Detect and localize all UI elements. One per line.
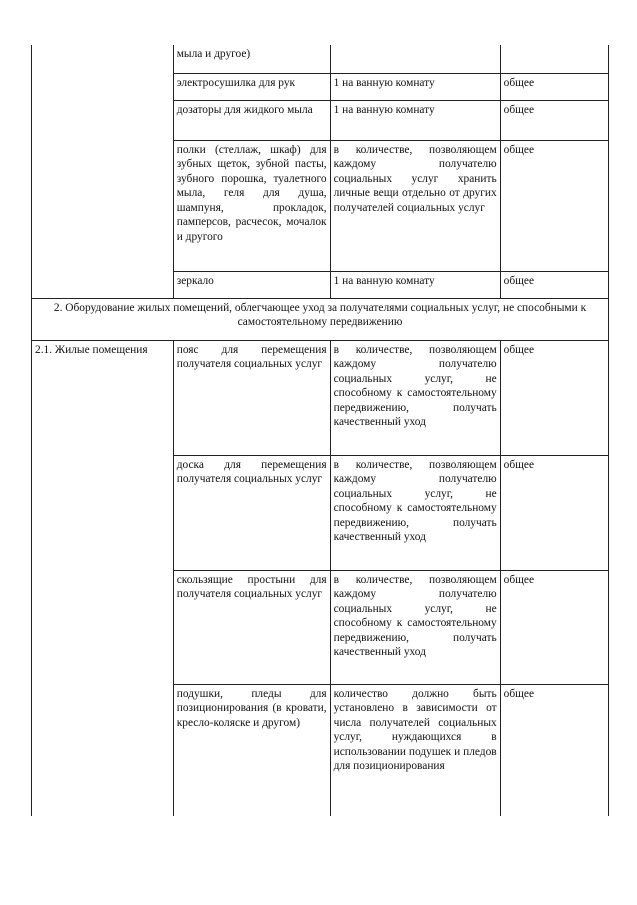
table-row: [32, 45, 609, 73]
type-cell: общее: [500, 271, 608, 298]
table-row: [32, 73, 609, 100]
table-row: [32, 271, 609, 298]
type-cell: общее: [500, 570, 608, 684]
room-cell: [32, 570, 174, 684]
section-title: 2. Оборудование жилых помещений, облегчающее уход за получателями социальных услуг, не способными к самостоятельному передвижению: [32, 298, 609, 340]
amount-cell: в количестве, позволяющем каждому получателю социальных услуг, не способному к самостоятельному передвижению, получать качественный уход: [330, 455, 500, 570]
equipment-table: [31, 45, 609, 816]
type-cell: общее: [500, 455, 608, 570]
type-cell: общее: [500, 140, 608, 271]
amount-cell: в количестве, позволяющем каждому получателю социальных услуг хранить личные вещи отдельно от других получателей социальных услуг: [330, 140, 500, 271]
item-cell: скользящие простыни для получателя социальных услуг: [173, 570, 330, 684]
amount-cell: в количестве, позволяющем каждому получателю социальных услуг, не способному к самостоятельному передвижению, получать качественный уход: [330, 570, 500, 684]
amount-cell: 1 на ванную комнату: [330, 100, 500, 140]
amount-cell: [330, 45, 500, 73]
item-cell: электросушилка для рук: [173, 73, 330, 100]
item-cell: подушки, пледы для позиционирования (в кровати, кресло-коляске и другом): [173, 684, 330, 816]
table-row: [32, 455, 609, 570]
item-cell: пояс для перемещения получателя социальных услуг: [173, 340, 330, 455]
type-cell: общее: [500, 340, 608, 455]
amount-cell: 1 на ванную комнату: [330, 271, 500, 298]
room-cell: [32, 100, 174, 140]
amount-cell: количество должно быть установлено в зависимости от числа получателей социальных услуг, нуждающихся в использовании подушек и пледов для позиционирования: [330, 684, 500, 816]
table-row: [32, 100, 609, 140]
type-cell: [500, 45, 608, 73]
type-cell: общее: [500, 684, 608, 816]
table-row: [32, 340, 609, 455]
amount-cell: 1 на ванную комнату: [330, 73, 500, 100]
room-cell: [32, 73, 174, 100]
room-cell: [32, 271, 174, 298]
room-cell: [32, 140, 174, 271]
room-cell: 2.1. Жилые помещения: [32, 340, 174, 455]
item-cell: мыла и другое): [173, 45, 330, 73]
table-row: [32, 570, 609, 684]
room-cell: [32, 45, 174, 73]
room-cell: [32, 684, 174, 816]
section-header-row: [32, 298, 609, 340]
amount-cell: в количестве, позволяющем каждому получателю социальных услуг, не способному к самостоятельному передвижению, получать качественный уход: [330, 340, 500, 455]
room-cell: [32, 455, 174, 570]
table-row: [32, 684, 609, 816]
type-cell: общее: [500, 73, 608, 100]
item-cell: полки (стеллаж, шкаф) для зубных щеток, зубной пасты, зубного порошка, туалетного мыла, геля для душа, шампуня, прокладок, памперсов, расчесок, мочалок и другого: [173, 140, 330, 271]
item-cell: дозаторы для жидкого мыла: [173, 100, 330, 140]
type-cell: общее: [500, 100, 608, 140]
item-cell: доска для перемещения получателя социальных услуг: [173, 455, 330, 570]
table-row: [32, 140, 609, 271]
item-cell: зеркало: [173, 271, 330, 298]
